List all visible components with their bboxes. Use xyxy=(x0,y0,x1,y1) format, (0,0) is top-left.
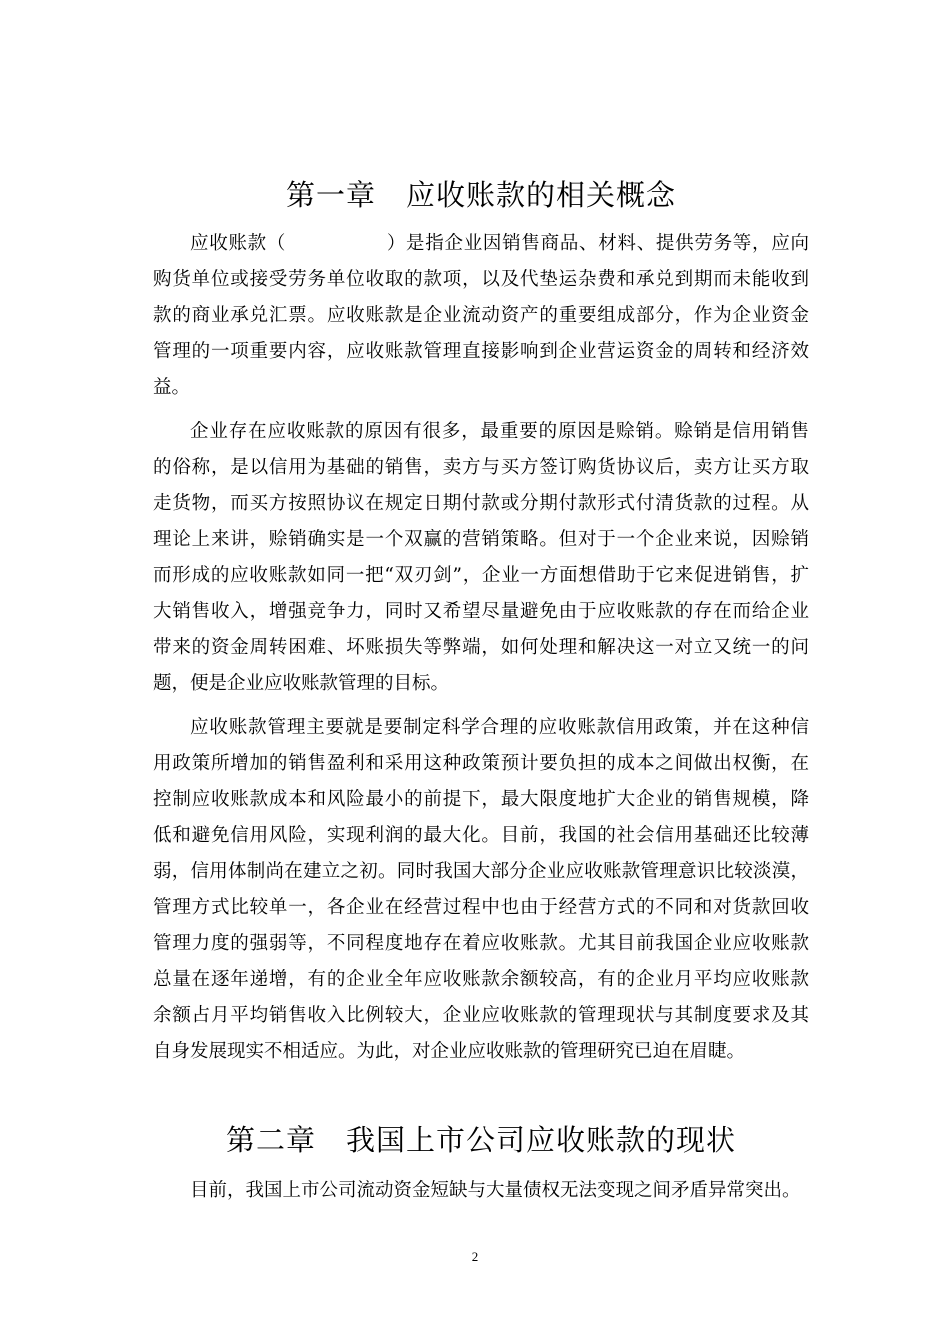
paragraph-line: 管理的一项重要内容，应收账款管理直接影响到企业营运资金的周转和经济效 xyxy=(153,341,809,362)
paragraph-line: 理论上来讲，赊销确实是一个双赢的营销策略。但对于一个企业来说，因赊销 xyxy=(153,529,809,550)
chapter-2-number: 第二章 xyxy=(225,1123,316,1157)
paragraph-line: 用政策所增加的销售盈利和采用这种政策预计要负担的成本之间做出权衡，在 xyxy=(153,753,809,774)
paragraph-line: 益。 xyxy=(153,377,191,398)
chapter-2-title xyxy=(153,1118,809,1159)
paragraph-line: 购货单位或接受劳务单位收取的款项，以及代垫运杂费和承兑到期而未能收到 xyxy=(153,269,809,290)
term-prefix: 应收账款（ xyxy=(190,233,287,254)
paragraph-line: 而形成的应收账款如同一把“双刃剑”，企业一方面想借助于它来促进销售，扩 xyxy=(153,565,809,586)
paragraph-line: 余额占月平均销售收入比例较大，企业应收账款的管理现状与其制度要求及其 xyxy=(153,1005,809,1026)
paragraph-line: 控制应收账款成本和风险最小的前提下，最大限度地扩大企业的销售规模，降 xyxy=(153,789,809,810)
paragraph-line: 款的商业承兑汇票。应收账款是企业流动资产的重要组成部分，作为企业资金 xyxy=(153,305,809,326)
paragraph-line: 企业存在应收账款的原因有很多，最重要的原因是赊销。赊销是信用销售 xyxy=(190,421,809,442)
paragraph-line: 目前，我国上市公司流动资金短缺与大量债权无法变现之间矛盾异常突出。 xyxy=(190,1180,801,1201)
paragraph-line: 的俗称，是以信用为基础的销售，卖方与买方签订购货协议后，卖方让买方取 xyxy=(153,457,809,478)
chapter-1-title-text: 应收账款的相关概念 xyxy=(406,178,677,212)
paragraph-line: 自身发展现实不相适应。为此，对企业应收账款的管理研究已迫在眉睫。 xyxy=(153,1041,746,1062)
paragraph-line: 总量在逐年递增，有的企业全年应收账款余额较高，有的企业月平均应收账款 xyxy=(153,969,809,990)
page-number: 2 xyxy=(471,1249,479,1264)
paragraph-line: 大销售收入，增强竞争力，同时又希望尽量避免由于应收账款的存在而给企业 xyxy=(153,601,809,622)
paragraph-line: 管理力度的强弱等，不同程度地存在着应收账款。尤其目前我国企业应收账款 xyxy=(153,933,809,954)
paragraph-line: 带来的资金周转困难、坏账损失等弊端，如何处理和解决这一对立又统一的问 xyxy=(153,637,809,658)
chapter-1-number: 第一章 xyxy=(285,178,376,212)
chapter-1-title xyxy=(153,173,809,214)
chapter-2-title-text: 我国上市公司应收账款的现状 xyxy=(346,1123,737,1157)
paragraph-line: 题，便是企业应收账款管理的目标。 xyxy=(153,673,450,694)
paragraph-line: 管理方式比较单一，各企业在经营过程中也由于经营方式的不同和对货款回收 xyxy=(153,897,809,918)
term-definition: ）是指企业因销售商品、材料、提供劳务等，应向 xyxy=(386,233,809,254)
paragraph-line: 走货物，而买方按照协议在规定日期付款或分期付款形式付清货款的过程。从 xyxy=(153,493,809,514)
paragraph-line: 低和避免信用风险，实现利润的最大化。目前，我国的社会信用基础还比较薄 xyxy=(153,825,809,846)
paragraph-line xyxy=(190,226,809,262)
paragraph-line: 应收账款管理主要就是要制定科学合理的应收账款信用政策，并在这种信 xyxy=(190,717,809,738)
paragraph-line: 弱，信用体制尚在建立之初。同时我国大部分企业应收账款管理意识比较淡漠， xyxy=(153,861,809,882)
